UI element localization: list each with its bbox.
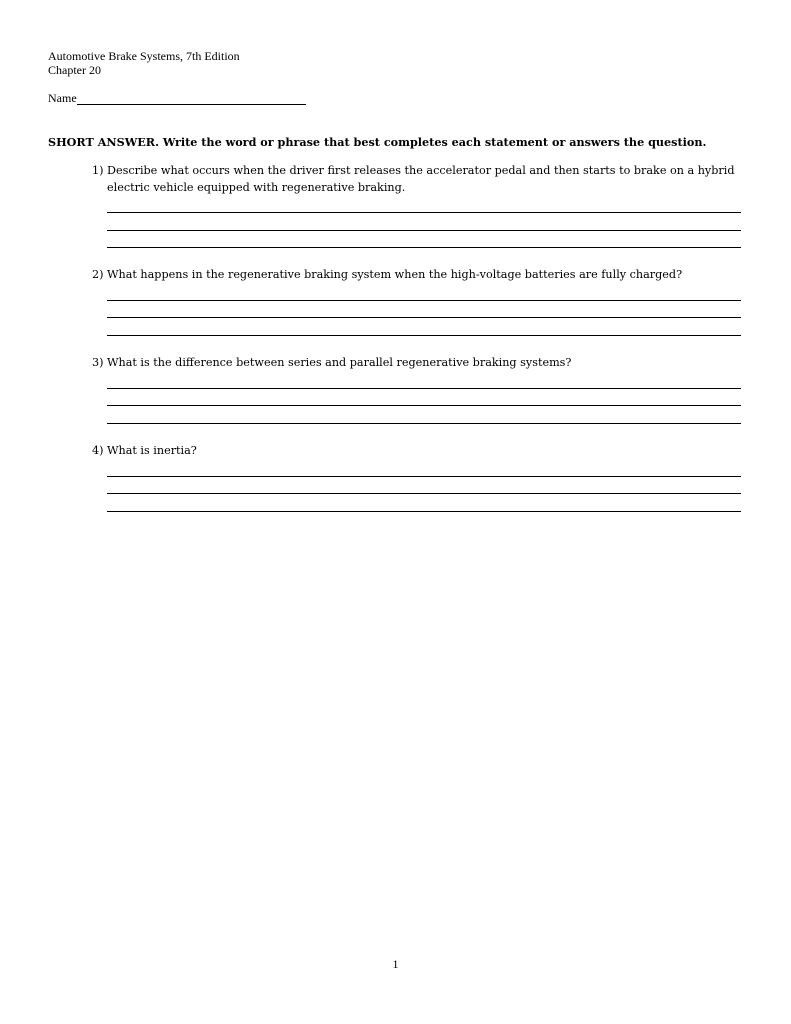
answer-line[interactable] (107, 388, 741, 389)
name-field-row (48, 91, 306, 105)
document-header (48, 49, 240, 77)
question-number: 2) (92, 268, 104, 281)
question-text-line: What happens in the regenerative braking system when the high-voltage batteries are fully charged? (107, 268, 683, 281)
chapter-label: Chapter 20 (48, 63, 101, 77)
answer-line[interactable] (107, 230, 741, 231)
question-number: 4) (92, 444, 104, 457)
name-label: Name (48, 91, 77, 105)
question-number: 3) (92, 356, 104, 369)
book-title: Automotive Brake Systems, 7th Edition (48, 49, 240, 63)
section-instructions: SHORT ANSWER. Write the word or phrase that best completes each statement or answers the question. (48, 135, 707, 149)
question-4 (92, 442, 752, 459)
page-number: 1 (392, 957, 399, 971)
answer-line[interactable] (107, 423, 741, 424)
question-3 (92, 354, 752, 371)
answer-line[interactable] (107, 247, 741, 248)
name-blank-line[interactable] (77, 93, 306, 105)
question-text-line: What is inertia? (107, 444, 197, 457)
question-1 (92, 162, 752, 196)
question-text-line: What is the difference between series and parallel regenerative braking systems? (107, 356, 572, 369)
answer-line[interactable] (107, 300, 741, 301)
answer-line[interactable] (107, 212, 741, 213)
answer-line[interactable] (107, 405, 741, 406)
answer-line[interactable] (107, 317, 741, 318)
answer-line[interactable] (107, 335, 741, 336)
answer-line[interactable] (107, 476, 741, 477)
question-number: 1) (92, 164, 104, 177)
question-2 (92, 266, 752, 283)
question-text-line: electric vehicle equipped with regenerative braking. (107, 181, 406, 194)
answer-line[interactable] (107, 493, 741, 494)
question-text-line: Describe what occurs when the driver first releases the accelerator pedal and then starts to brake on a hybrid (107, 164, 735, 177)
answer-line[interactable] (107, 511, 741, 512)
